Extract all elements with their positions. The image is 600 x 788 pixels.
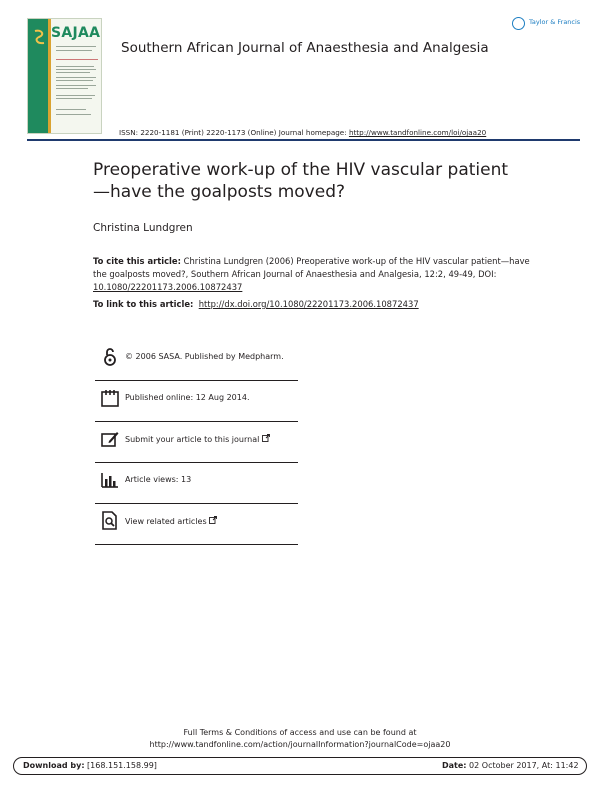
- submit-link[interactable]: Submit your article to this journal: [125, 434, 270, 444]
- calendar-icon: [101, 388, 119, 408]
- download-date: Date: 02 October 2017, At: 11:42: [442, 761, 579, 770]
- article-title: Preoperative work-up of the HIV vascular patient—have the goalposts moved?: [93, 160, 509, 202]
- issn-line: ISSN: 2220-1181 (Print) 2220-1173 (Online) Journal homepage: http://www.tandfonline.com/loi/ojaa20: [119, 128, 487, 137]
- views-row: [95, 462, 298, 504]
- doi-link[interactable]: 10.1080/22201173.2006.10872437: [93, 282, 243, 292]
- copyright-text: © 2006 SASA. Published by Medpharm.: [125, 352, 284, 361]
- views-text: Article views: 13: [125, 475, 192, 484]
- citation-block: To cite this article: Christina Lundgren (2006) Preoperative work-up of the HIV vascular patient—have the goalposts moved?, Southern African Journal of Anaesthesia and Analgesia, 12:2, 49-49, DOI: 10.1080/22201173.2006.10872437: [93, 256, 530, 292]
- published-text: Published online: 12 Aug 2014.: [125, 393, 250, 402]
- cover-logo: SAJAA: [51, 25, 101, 41]
- publisher-logo-icon: [512, 17, 525, 30]
- article-author: Christina Lundgren: [93, 222, 193, 234]
- journal-title: Southern African Journal of Anaesthesia and Analgesia: [121, 40, 489, 56]
- journal-homepage-link[interactable]: http://www.tandfonline.com/loi/ojaa20: [348, 128, 487, 137]
- link-line: To link to this article: http://dx.doi.org/10.1080/22201173.2006.10872437: [93, 299, 419, 309]
- downloaded-by: Download by: [168.151.158.99]: [23, 761, 157, 770]
- copyright-row: [95, 339, 298, 381]
- external-link-icon: [209, 516, 217, 524]
- terms-note: Full Terms & Conditions of access and use can be found at http://www.tandfonline.com/action/journalInformation?journalCode=ojaa20: [0, 727, 600, 751]
- bar-chart-icon: [101, 470, 119, 490]
- article-url-link[interactable]: http://dx.doi.org/10.1080/22201173.2006.10872437: [198, 299, 419, 309]
- related-articles-link[interactable]: View related articles: [125, 516, 217, 526]
- header-divider: [27, 139, 580, 141]
- open-access-icon: [101, 347, 119, 367]
- published-row: [95, 380, 298, 422]
- submit-row[interactable]: [95, 421, 298, 463]
- related-row[interactable]: [95, 503, 298, 545]
- swirl-icon: [32, 27, 48, 47]
- edit-icon: [101, 429, 119, 449]
- journal-cover-thumbnail: [27, 18, 102, 134]
- download-info-bar: [13, 757, 587, 775]
- publisher-logo[interactable]: Taylor & Francis: [512, 17, 582, 35]
- external-link-icon: [262, 434, 270, 442]
- search-document-icon: [101, 511, 119, 531]
- terms-link[interactable]: http://www.tandfonline.com/action/journalInformation?journalCode=ojaa20: [149, 740, 451, 749]
